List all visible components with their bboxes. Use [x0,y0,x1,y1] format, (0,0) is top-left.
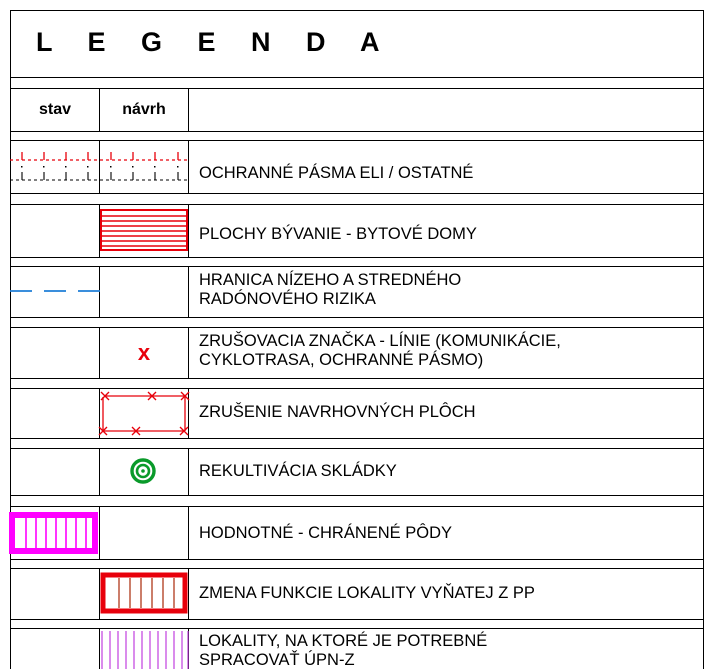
column-header-stav: stav [38,101,72,118]
column-divider [99,88,100,131]
column-divider [99,506,100,559]
divider [10,257,704,258]
divider [10,619,704,620]
red-horizontal-hatch-icon [100,209,188,251]
divider [10,88,704,89]
red-black-tick-line-icon [8,148,190,188]
divider [10,448,704,449]
red-x-mark-icon: x [137,340,151,365]
magenta-bordered-vertical-hatch-icon [9,512,98,554]
column-divider [188,448,189,495]
table-border-top [10,10,704,11]
divider [10,193,704,194]
column-divider [99,448,100,495]
divider [10,378,704,379]
legend-label-zmena: ZMENA FUNKCIE LOKALITY VYŇATEJ Z PP [199,584,535,602]
magenta-vertical-hatch-icon [98,631,190,669]
column-header-navrh: návrh [122,101,166,118]
column-divider [188,327,189,378]
divider [10,317,704,318]
legend-label-hodnotne: HODNOTNÉ - CHRÁNENÉ PÔDY [199,524,453,542]
red-dashed-x-border-icon [98,391,190,437]
divider [10,388,704,389]
column-divider [188,568,189,619]
red-bordered-brown-vertical-hatch-icon [100,572,188,614]
column-divider [188,88,189,131]
blue-dashed-line-icon [10,285,100,297]
legend-label-byvanie: PLOCHY BÝVANIE - BYTOVÉ DOMY [199,225,477,243]
legend-label-ochranne: OCHRANNÉ PÁSMA ELI / OSTATNÉ [199,164,474,182]
divider [10,438,704,439]
divider [10,266,704,267]
divider [10,327,704,328]
legend-label-zrusovacia: ZRUŠOVACIA ZNAČKA - LÍNIE (KOMUNIKÁCIE, CYKLOTRASA, OCHRANNÉ PÁSMO) [199,332,561,369]
legend-title: L E G E N D A [36,27,394,57]
divider [10,628,704,629]
divider [10,559,704,560]
divider [10,140,704,141]
divider [10,204,704,205]
green-spiral-icon [128,456,158,486]
divider [10,77,704,78]
divider [10,568,704,569]
divider [10,506,704,507]
legend-label-zrusenie: ZRUŠENIE NAVRHOVNÝCH PLÔCH [199,403,476,421]
divider [10,131,704,132]
legend-label-radon: HRANICA NÍZEHO A STREDNÉHO RADÓNOVÉHO RIZIKA [199,271,462,308]
column-divider [188,266,189,317]
divider [10,495,704,496]
column-divider [188,506,189,559]
legend-label-lokality: LOKALITY, NA KTORÉ JE POTREBNÉ SPRACOVAŤ ÚPN-Z [199,632,488,669]
column-divider [188,204,189,257]
legend-label-rekultivacia: REKULTIVÁCIA SKLÁDKY [199,462,397,480]
